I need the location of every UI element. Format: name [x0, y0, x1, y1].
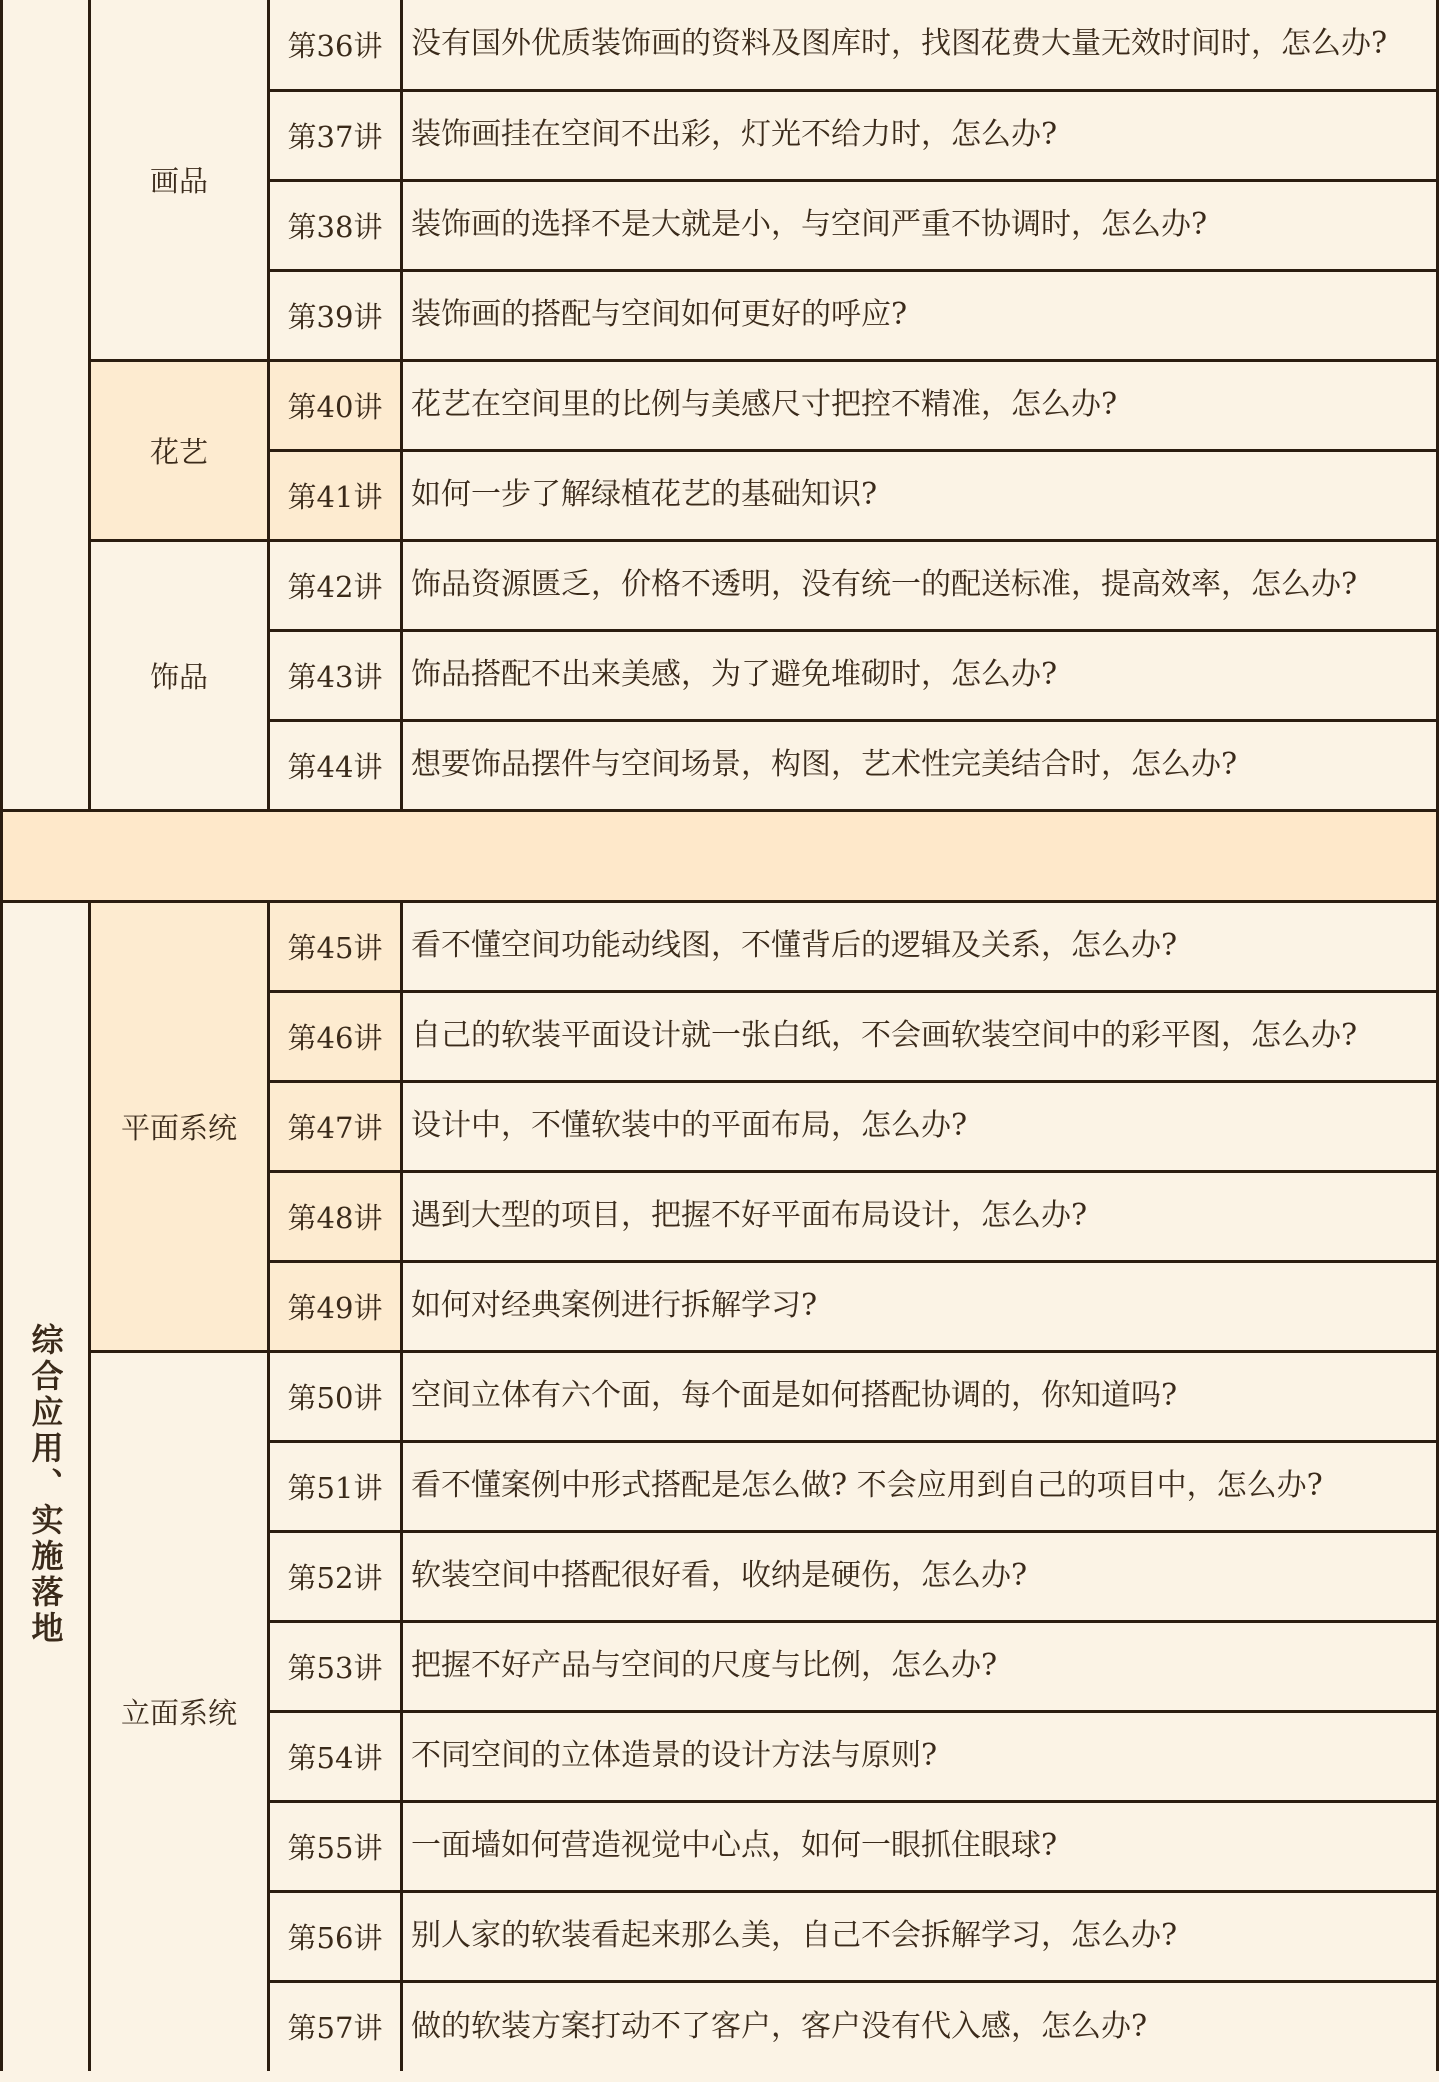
- lecture-question: 自己的软装平面设计就一张白纸，不会画软装空间中的彩平图，怎么办?: [402, 991, 1438, 1081]
- category-cell-ornaments: 饰品: [90, 540, 269, 810]
- lecture-question: 没有国外优质装饰画的资料及图库时，找图花费大量无效时间时，怎么办?: [402, 0, 1438, 90]
- lecture-question: 装饰画的选择不是大就是小，与空间严重不协调时，怎么办?: [402, 180, 1438, 270]
- table-row: [2, 901, 1438, 991]
- lecture-question: 装饰画的搭配与空间如何更好的呼应?: [402, 270, 1438, 360]
- separator-band: [2, 810, 1438, 901]
- lecture-question: 看不懂空间功能动线图，不懂背后的逻辑及关系，怎么办?: [402, 901, 1438, 991]
- lecture-question: 空间立体有六个面，每个面是如何搭配协调的，你知道吗?: [402, 1351, 1438, 1441]
- lecture-number: 第43讲: [269, 630, 402, 720]
- lecture-number: 第56讲: [269, 1891, 402, 1981]
- lecture-number: 第37讲: [269, 90, 402, 180]
- lecture-question: 饰品资源匮乏，价格不透明，没有统一的配送标准，提高效率，怎么办?: [402, 540, 1438, 630]
- lecture-question: 设计中，不懂软装中的平面布局，怎么办?: [402, 1081, 1438, 1171]
- lecture-number: 第48讲: [269, 1171, 402, 1261]
- lecture-number: 第47讲: [269, 1081, 402, 1171]
- lecture-question: 一面墙如何营造视觉中心点，如何一眼抓住眼球?: [402, 1801, 1438, 1891]
- category-cell-elevation: 立面系统: [90, 1351, 269, 2071]
- lecture-question: 软装空间中搭配很好看，收纳是硬伤，怎么办?: [402, 1531, 1438, 1621]
- lecture-number: 第52讲: [269, 1531, 402, 1621]
- section-separator: [2, 810, 1438, 901]
- lecture-number: 第54讲: [269, 1711, 402, 1801]
- lecture-question: 看不懂案例中形式搭配是怎么做? 不会应用到自己的项目中，怎么办?: [402, 1441, 1438, 1531]
- section-cell-top: [2, 0, 90, 810]
- lecture-number: 第49讲: [269, 1261, 402, 1351]
- lecture-question: 如何一步了解绿植花艺的基础知识?: [402, 450, 1438, 540]
- lecture-number: 第51讲: [269, 1441, 402, 1531]
- lecture-number: 第39讲: [269, 270, 402, 360]
- lecture-number: 第42讲: [269, 540, 402, 630]
- lecture-question: 别人家的软装看起来那么美，自己不会拆解学习，怎么办?: [402, 1891, 1438, 1981]
- lecture-question: 做的软装方案打动不了客户，客户没有代入感，怎么办?: [402, 1981, 1438, 2071]
- category-cell-floor-plan: 平面系统: [90, 901, 269, 1351]
- section-cell-main: [2, 901, 90, 2071]
- lecture-question: 饰品搭配不出来美感，为了避免堆砌时，怎么办?: [402, 630, 1438, 720]
- lecture-question: 遇到大型的项目，把握不好平面布局设计，怎么办?: [402, 1171, 1438, 1261]
- lecture-question: 装饰画挂在空间不出彩，灯光不给力时，怎么办?: [402, 90, 1438, 180]
- lecture-number: 第46讲: [269, 991, 402, 1081]
- category-cell-paintings: 画品: [90, 0, 269, 360]
- table-row: [2, 1351, 1438, 1441]
- lecture-number: 第45讲: [269, 901, 402, 991]
- table-row: [2, 360, 1438, 450]
- lecture-number: 第55讲: [269, 1801, 402, 1891]
- lecture-number: 第50讲: [269, 1351, 402, 1441]
- table-row: [2, 0, 1438, 90]
- lecture-question: 把握不好产品与空间的尺度与比例，怎么办?: [402, 1621, 1438, 1711]
- table-row: [2, 540, 1438, 630]
- lecture-number: 第44讲: [269, 720, 402, 810]
- lecture-number: 第53讲: [269, 1621, 402, 1711]
- lecture-question: 如何对经典案例进行拆解学习?: [402, 1261, 1438, 1351]
- category-cell-floral: 花艺: [90, 360, 269, 540]
- lecture-question: 不同空间的立体造景的设计方法与原则?: [402, 1711, 1438, 1801]
- lecture-number: 第38讲: [269, 180, 402, 270]
- lecture-number: 第36讲: [269, 0, 402, 90]
- lecture-number: 第57讲: [269, 1981, 402, 2071]
- lecture-question: 花艺在空间里的比例与美感尺寸把控不精准，怎么办?: [402, 360, 1438, 450]
- lecture-question: 想要饰品摆件与空间场景，构图，艺术性完美结合时，怎么办?: [402, 720, 1438, 810]
- lecture-number: 第41讲: [269, 450, 402, 540]
- section-title: 综合应用、实施落地: [26, 1322, 65, 1647]
- lecture-number: 第40讲: [269, 360, 402, 450]
